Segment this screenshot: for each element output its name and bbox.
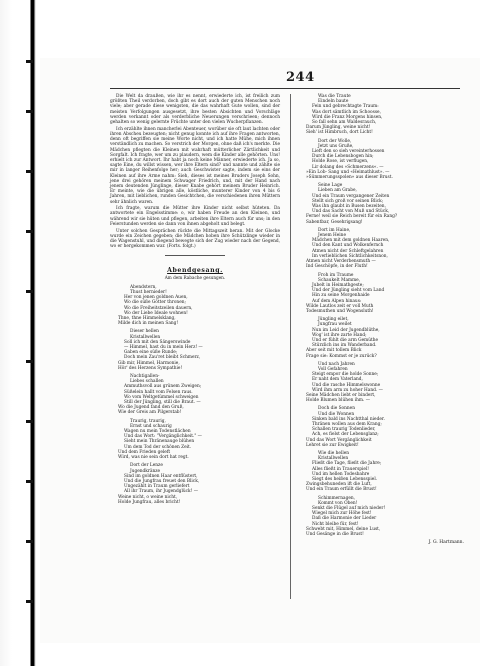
poem-line: Seine Lage: [318, 183, 343, 189]
poem-line: Gaben eine süße Runde;: [124, 350, 178, 356]
poem-line: Und die Jungfrau freuet den Blick,: [124, 478, 200, 484]
page-number: 244: [286, 70, 315, 85]
poem-line: Und das Wort Vergänglichkeit: [306, 437, 372, 443]
poem-line: Doch mein Zau'ret bleibt Schmerz,: [124, 355, 201, 361]
poem-line: Jubelt in Heimathgeste;: [312, 282, 364, 288]
poem-line: Ferne! weil sie Reich bereit für ein Rang?: [306, 214, 398, 220]
poem-stanza: [110, 419, 280, 461]
poem-line: Still der Jüngling, still die Braut. —: [124, 400, 201, 406]
poem-line: Traurig, traurig,: [130, 418, 166, 424]
poem-line: Kristallwellen: [130, 334, 161, 340]
poem-stanza: [110, 329, 280, 371]
poem-line: Senkt die Flügel auf mich nieder!: [312, 506, 386, 512]
poem-line: Jüngling eilet,: [318, 317, 349, 323]
poem-stanza: [110, 285, 280, 327]
poem-line: Kommt von Oben!: [318, 500, 358, 506]
poem-subtitle: Am dem Rabache gesungen.: [164, 274, 226, 280]
poem-line: Und Gesänge in die Brust!: [306, 532, 364, 538]
poem-line: Jugendkränze: [130, 468, 161, 474]
poem-line: Steigt empor die holde Sonne;: [312, 372, 379, 378]
poem-line: »Sümmerungsspolen» aus dieser Brust.: [306, 175, 393, 181]
poem-line: Aber seit mit tollem Blick: [306, 348, 362, 354]
poem-line: Und nach Jahren: [318, 361, 355, 367]
poem-line: Schwebt mit, Himmel, deine Lust,: [306, 526, 381, 532]
spine-stitching: [30, 40, 34, 640]
poem-stanza: [298, 317, 464, 359]
poem-line: Kristallwellen: [318, 456, 349, 462]
poem-stanza: [298, 139, 464, 181]
poem-line: Todesmuthen und Wogensluth!: [306, 308, 374, 314]
poem-line: Ammuthsvoll aus grünem Zweigen;: [124, 384, 202, 390]
poem-line: Thust hernieder!: [130, 290, 167, 295]
poem-line: Ungezählt in Traum gerliefert: [124, 484, 190, 490]
poem-line: Und dem Frieden geleft: [118, 449, 171, 455]
poem-line: Her von jenen goldnen Auen,: [124, 295, 188, 301]
poem-line: Und die rasche Himmelswonne: [312, 382, 381, 388]
poem-line: Nicht bleibe für, fest!: [312, 521, 359, 527]
poem-line: Jetzt uns Gruße,: [318, 143, 354, 149]
poem-author: J. G. Hartmann.: [428, 540, 464, 546]
poem-stanza: [298, 94, 464, 136]
prose-paragraph: Ich fragte, warum die Mütter ihre Kinder nicht selbst hüteten. Da antwortete ein Engelsstimme: o, wir haben Freude an den Kleinen, und während wir sie hüten und pflegen, arbeiten ihre Eltern auch für uns; in den Feierstunden werden sie dann von ihnen abgeholt und belegt.: [110, 206, 280, 227]
poem-line: Wird, was nie sein dort hat regt.: [118, 455, 189, 461]
poem-line: Sabentbar, Gesehrigsang!: [306, 219, 363, 225]
poem-line: Weine nicht, o weine nicht,: [118, 494, 178, 500]
poem-line: Ernst und schaurig: [130, 423, 172, 429]
poem-line: Gib mir, Himmel, Harmonie,: [118, 360, 180, 366]
poem-line: Atmen nicht Verderbensmuth —: [306, 259, 376, 265]
poem-line: Und er fühlt die arm Gemüthe: [312, 337, 379, 343]
poem-line: Fein und gebrechtagte Traum:: [312, 104, 379, 110]
poem-line: Wagen nu mein Todenstlächen: [124, 429, 191, 435]
poem-stanzas-left: [110, 285, 280, 505]
poem-line: Und die Wonnen: [318, 411, 355, 417]
poem-line: Und den Kant und Wolkenfernch: [312, 243, 384, 249]
poem-line: Nachtigallen-: [130, 374, 160, 380]
header-rule: [110, 88, 460, 89]
prose-paragraph: Unter solchen Gesprächen rückte die Mittagszeit heran. Mit der Glocke wurde ein Zeichen gegeben; die Mädchen hoben ihre Schützlinge wieder in die Wagenstuhl, und diegend bewegte sich der Zug wieder nach der Gegend, wo er hergekommen war. (Forts. folgt.): [110, 228, 280, 250]
poem-title: Abendgesang.: [167, 267, 223, 275]
poem-line: Dort der Lenze: [130, 463, 163, 469]
poem-line: — Himmel, hast du in mein Herz! —: [124, 345, 203, 351]
poem-line: Was die Traute: [318, 94, 351, 99]
poem-line: Lieben am Grabe,: [318, 188, 357, 194]
poem-line: Wo vom Weltgetümmel schweigen: [124, 394, 199, 400]
poem-line: Lir dolang des »Schmerzens«. —: [312, 164, 384, 170]
poem-line: Süßelein hallt vom Felsen raus.: [124, 389, 193, 395]
poem-line: Darum Jüngling, weine nicht!: [306, 125, 371, 131]
poem-line: Thne, thne Himmelsklang,: [118, 316, 176, 322]
poem-line: Lieft den so sieh vereinterhossen: [312, 149, 385, 155]
poem-line: Doch die Sonnen: [318, 406, 355, 412]
poem-line: Wie die hellen: [318, 451, 350, 456]
poem-line: Und das Sacht von Muß und Stück,: [312, 209, 390, 215]
poem-line: Milde dich in meinen Sang!: [118, 321, 179, 327]
poem-line: Sieh' ist Himbruch, dort Licht!: [306, 130, 373, 136]
poem-line: Daß die Harmonie der Lieder: [312, 516, 377, 522]
poem-line: Er naht dem Vaterland,: [312, 377, 363, 383]
poem-line: So fall sehn am Waldesrauch,: [312, 120, 377, 126]
poem-line: Siegt des heißen Lebensspiel.: [312, 477, 378, 483]
poem-line: Und der Jüngling sieht vom Land: [312, 288, 385, 294]
poem-line: Sieht mein Thränenauge blühen: [124, 439, 195, 445]
poem-line: Im verlieblichen Sichtlichkeitsnon,: [312, 253, 388, 259]
poem-line: Auf dem Alpen hinaus:: [312, 298, 362, 304]
prose-paragraph: Die Welt da draußen, wie ihr es nennt, erwiederte ich, ist freilich zum größten Theil verdorben, doch gibt es dort auch der guten Menschen noch viele; aber gerade diese wenigsten, die das wahrhaft Gute wollen, sind der meisten Verfolgungen ausgesetzt, ihre besten Absichten und Vorschläge werden verkannt oder als verderbliche Neuerungen verschrieen; dennoch gehalten so wenig gelernte Früchte unter den vielen Wucherpflanzen.: [110, 94, 280, 126]
poem-line: Liebes schallen: [130, 379, 164, 385]
column-divider: [290, 94, 291, 599]
poem-line: Jenem Heine: [318, 233, 346, 239]
poem-line: Atmen nicht der Schleftgelahren: [312, 248, 384, 254]
poem-line: Voll Gefahren: [318, 366, 348, 372]
poem-line: Was ihn glaubt in Busen bezeiten,: [312, 204, 386, 210]
poem-line: Dort der Wolle,: [318, 138, 352, 144]
poem-line: Fließt die Tage, fließt die Jahre;: [312, 461, 382, 467]
poem-stanza: [110, 374, 280, 416]
poem-line: Wie der Greis am Pilgerstab!: [118, 410, 182, 416]
poem-line: Wo die Jugend fand den Gruß,: [118, 405, 184, 411]
poem-line: »Ein Lob- Sang und «Heimathlust». —: [306, 169, 390, 175]
poem-line: Holde Rose, ist verflugen,: [312, 159, 369, 165]
poem-line: Schallen traurig Todenlieder,: [312, 427, 376, 433]
poem-line: Jungfrau weilet: [318, 322, 352, 328]
poem-line: Zwingsbehuneden ift die Luft,: [306, 482, 372, 488]
poem-stanza: [110, 463, 280, 505]
poem-line: Um dem Tod der schönen Zeit.: [124, 444, 192, 450]
prose-paragraph: Ich erzählte ihnen mancherlei Abenteuer, worüber sie oft laut lachten oder ihren Abscheu bezeugten; nicht genug konnte ich auf ihre Fragen antworten, denn oft begriffen sie meine Worte nicht, und ich hatte Mühe, mich ihnen verständlich zu machen. So verstrich der Morgen, ohne daß ich's merkte. Die Mädchen pflegten die Kleinen mit wahrhaft mütterlicher Zärtlichkeit und Sorgfalt. Ich fragte, wer um zu plaudern, wem die Kinder alle gehörten. Uns! erhielt ich zur Antwort. Ihr habt ja noch keine Männer, erwiederte ich. Ja so, sagte Eine, du willst wissen, wer ihre Eltern sind? und nannte und zählte sie mir in langer Reihenfolge her; auch Geschwister sagte, indem sie eins der Kleinen auf ihre Arme nahm: Sieh, dieses ist meines Bruders Joseph Sohn, jene drei gehören meinem Schwager Friedrich, und, mit der Hand nach jenem deutenden Jünglinge, dieser Knabe gehört meinem Bruder Heinrich. Er meinte, wie die übrigen alle, köstliche, munterer Kinder von 4 bis 6 Jahren, mit lieblichen, runden Gesichtchen, die verschiedenen ihren Müttern sehr ähnlich waren.: [110, 126, 280, 205]
poem-stanza: [298, 183, 464, 225]
poem-line: Wiegel mich zur Höhe fest!: [312, 511, 372, 517]
poem-line: Frage sie: Kommst er je zurück?: [306, 353, 377, 359]
poem-line: Nun im Leid der Jugendblüthe,: [312, 327, 380, 333]
poem-line: Schimmernagen,: [318, 495, 355, 501]
poem-line: Froh im Traume: [318, 272, 354, 278]
poem-stanza: [298, 273, 464, 315]
poem-line: Abendstern,: [130, 284, 157, 290]
poem-line: Und im hellen Todesbahre: [312, 471, 370, 477]
poem-line: Wog' ist ihre zarte Hand;: [312, 332, 367, 338]
poem-line: Ach, es fielst der Lebensglanz;: [312, 432, 379, 438]
poem-line: Dieser hellen: [130, 329, 159, 335]
right-column: [298, 94, 464, 545]
poem-line: Und das Wort: "Vergänglichkeit." —: [124, 434, 202, 440]
poem-line: Wilde Lautlos zeit er voll Muth: [306, 303, 374, 309]
poem-line: Holde Blumen blühen ihm. —: [306, 398, 370, 404]
left-column: [110, 94, 280, 508]
poem-line: Holde Jungfrau, alles bricht!: [118, 499, 181, 505]
poem-line: Schaukelt Mamme,: [318, 277, 361, 283]
poem-stanza: [298, 228, 464, 270]
poem-stanza: [298, 451, 464, 493]
poem-stanza: [298, 496, 464, 538]
poem-line: Wo die süße Götter thronen;: [124, 300, 186, 306]
poem-line: Ind Geschöpfe, in der Fluth!: [306, 264, 368, 270]
poem-line: Wo der Liebe Ideale wohnen!: [124, 310, 188, 316]
poem-line: Sinken bald ins Nachtthal nieder.: [312, 416, 385, 422]
poem-line: Durch die Lebensbogen hin;: [312, 154, 374, 160]
poem-line: Was dort sämtlich im Schoosse,: [312, 109, 381, 115]
poem-line: Und ein Traum vergangener Zeiten: [312, 193, 390, 199]
poem-line: Hin zu seine Morgenhaide: [312, 293, 370, 299]
section-separator: [165, 255, 225, 256]
poem-line: Alles fließt in Trauerspiel!: [312, 466, 370, 472]
poem-line: Soll ich mit den Sängerswinde: [124, 339, 191, 345]
poem-line: Eindeln baute: [318, 99, 349, 105]
poem-line: Thränen wollen aus dem Krang;: [312, 421, 382, 427]
poem-line: Lehret sie zur Ewigkeit!: [306, 442, 359, 448]
poem-line: Stürzlich ins im Wanderband.: [312, 343, 377, 349]
poem-line: Wo die Freiheitstzeilen dauern,: [124, 305, 193, 311]
poem-line: Wird ihm arm zu hoher Hand. —: [312, 387, 383, 393]
poem-line: Seine Mädchen liebt er bindert,: [306, 392, 376, 398]
newspaper-page: [40, 58, 480, 643]
poem-line: Stellt sich groß vor seinen Blick;: [312, 198, 384, 204]
poem-line: All ihr Traum, ihr Jugendglück! —: [124, 489, 198, 495]
poem-stanzas-right: [298, 94, 464, 537]
poem-line: Und ein Traum erfüllt die Brust!: [306, 487, 377, 493]
poem-stanza: [298, 406, 464, 448]
poem-line: Sind im goldnen Haar entflüstert,: [124, 473, 198, 479]
poem-stanza: [298, 362, 464, 404]
poem-line: Hör' des Herzens Sympathie!: [118, 365, 183, 371]
poem-line: Dort im Haine,: [318, 227, 351, 233]
poem-line: Wird die Franz Morgens hinsen,: [312, 114, 383, 120]
poem-line: Mädchen mit dem goldnen Haaren,: [312, 238, 390, 244]
